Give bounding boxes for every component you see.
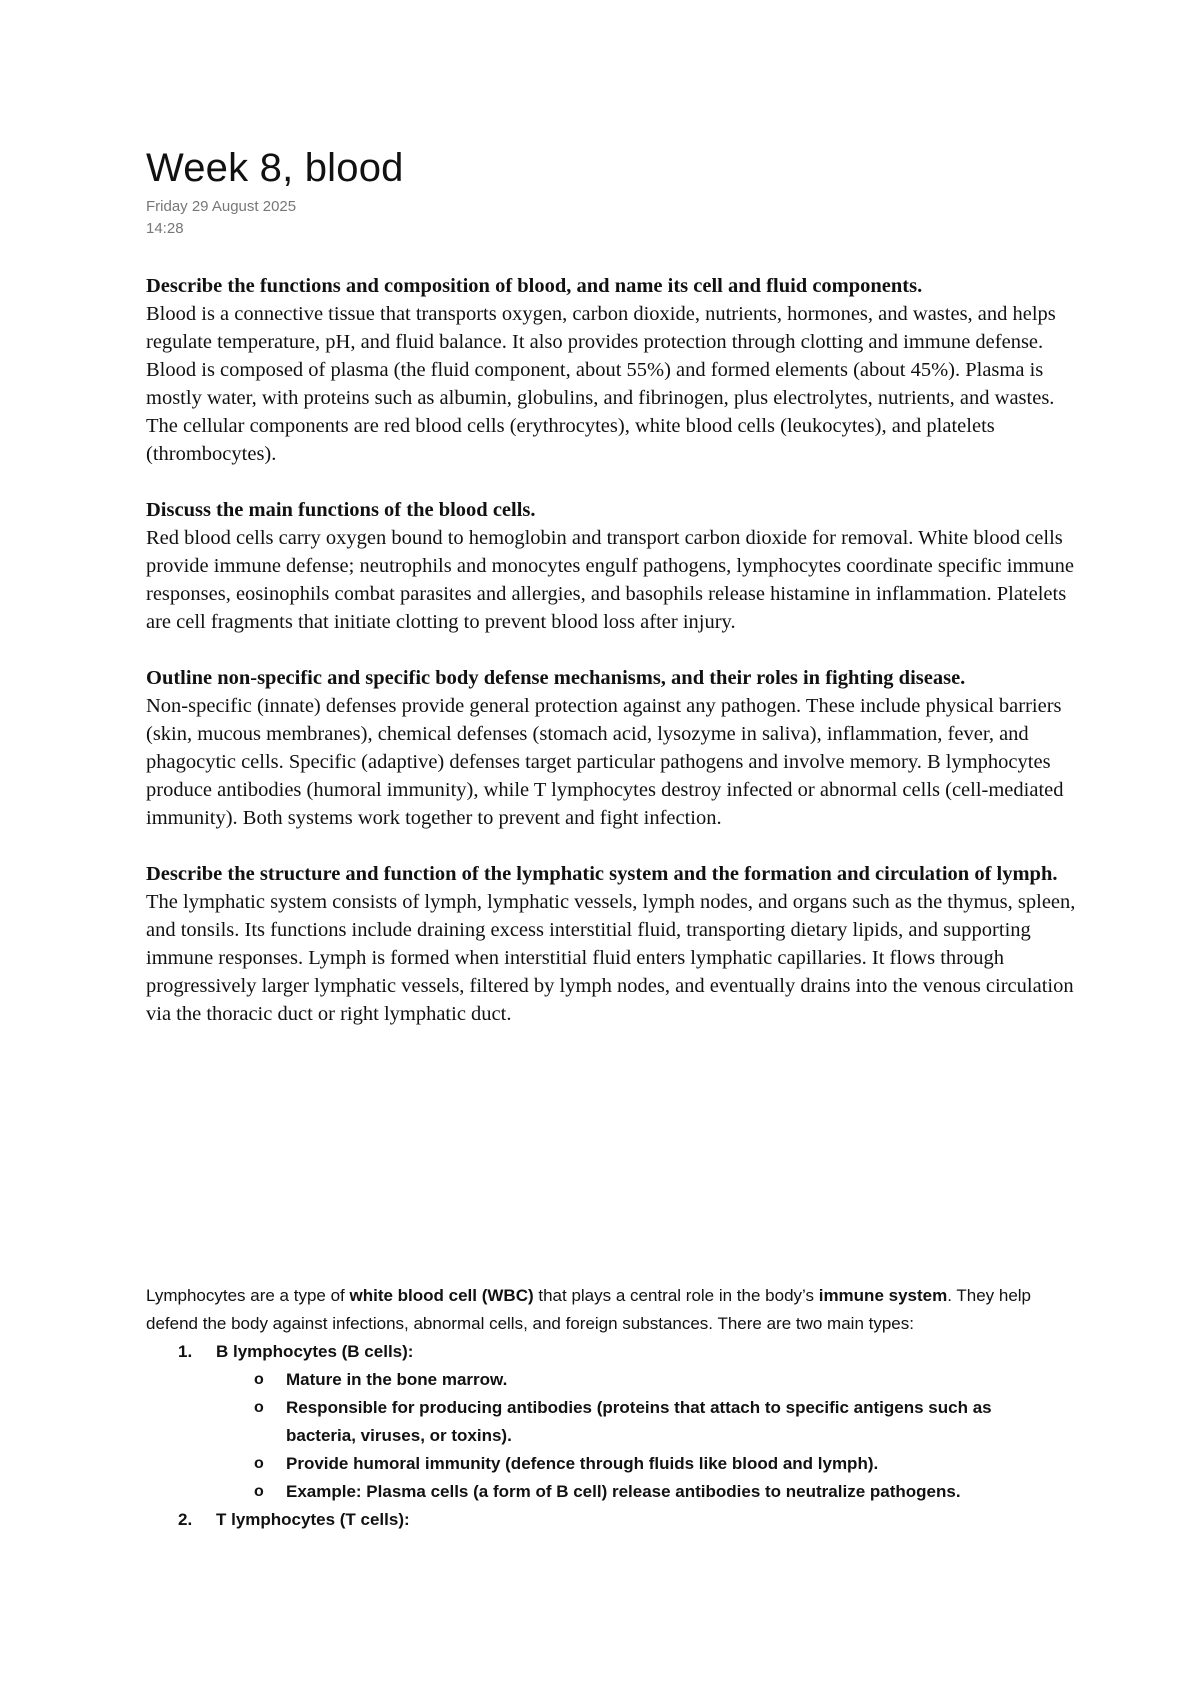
bullet-icon: o	[254, 1371, 264, 1388]
lymphocyte-notes	[146, 1282, 1066, 1534]
section-heading: Discuss the main functions of the blood cells.	[146, 499, 536, 521]
section-defense-mechanisms	[146, 664, 1076, 832]
section-body: Red blood cells carry oxygen bound to hemoglobin and transport carbon dioxide for removal. White blood cells provide immune defense; neutrophils and monocytes engulf pathogens, lymphocytes coordinate specific immune responses, eosinophils combat parasites and allergies, and basophils release histamine in inflammation. Platelets are cell fragments that initiate clotting to prevent blood loss after injury.	[146, 527, 1074, 633]
list-item-b-cells	[178, 1338, 1066, 1506]
list-item-text: Example: Plasma cells (a form of B cell) release antibodies to neutralize pathogens.	[286, 1482, 961, 1501]
bullet-icon: o	[254, 1455, 264, 1472]
list-item	[254, 1478, 1066, 1506]
page-content	[146, 272, 1076, 1056]
list-number: 2.	[178, 1510, 193, 1529]
intro-text: Lymphocytes are a type of	[146, 1286, 350, 1305]
section-heading: Outline non-specific and specific body defense mechanisms, and their roles in fighting disease.	[146, 667, 966, 689]
section-lymphatic-system	[146, 860, 1076, 1028]
intro-text: that plays a central role in the body’s	[533, 1286, 819, 1305]
list-item-label: B lymphocytes (B cells):	[216, 1342, 414, 1361]
section-heading: Describe the structure and function of the lymphatic system and the formation and circulation of lymph.	[146, 863, 1058, 885]
page-timestamp	[146, 196, 296, 240]
bullet-icon: o	[254, 1483, 264, 1500]
list-item-label: T lymphocytes (T cells):	[216, 1510, 410, 1529]
section-body: Non-specific (innate) defenses provide general protection against any pathogen. These include physical barriers (skin, mucous membranes), chemical defenses (stomach acid, lysozyme in saliva), inflammation, fever, and phagocytic cells. Specific (adaptive) defenses target particular pathogens and involve memory. B lymphocytes produce antibodies (humoral immunity), while T lymphocytes destroy infected or abnormal cells (cell-mediated immunity). Both systems work together to prevent and fight infection.	[146, 695, 1064, 829]
list-number: 1.	[178, 1342, 193, 1361]
b-cell-points	[216, 1366, 1066, 1506]
list-item-text: Provide humoral immunity (defence through fluids like blood and lymph).	[286, 1454, 879, 1473]
intro-text: . They help defend the body against infections, abnormal cells, and foreign substances. There are two main types:	[146, 1286, 1032, 1333]
notes-intro	[146, 1282, 1066, 1338]
intro-bold-text: immune system	[818, 1286, 948, 1305]
list-item-t-cells	[178, 1506, 1066, 1534]
section-heading: Describe the functions and composition of blood, and name its cell and fluid components.	[146, 275, 923, 297]
intro-bold-text: white blood cell (WBC)	[349, 1286, 534, 1305]
section-blood-cells	[146, 496, 1076, 636]
list-item-text: Responsible for producing antibodies (proteins that attach to specific antigens such as bacteria, viruses, or toxins).	[286, 1398, 992, 1445]
list-item	[254, 1394, 1066, 1450]
page-title: Week 8, blood	[146, 146, 404, 190]
bullet-icon: o	[254, 1399, 264, 1416]
section-blood-composition	[146, 272, 1076, 468]
list-item	[254, 1366, 1066, 1394]
page-time: 14:28	[146, 220, 184, 237]
section-body: The lymphatic system consists of lymph, lymphatic vessels, lymph nodes, and organs such as the thymus, spleen, and tonsils. Its functions include draining excess interstitial fluid, transporting dietary lipids, and supporting immune responses. Lymph is formed when interstitial fluid enters lymphatic capillaries. It flows through progressively larger lymphatic vessels, filtered by lymph nodes, and eventually drains into the venous circulation via the thoracic duct or right lymphatic duct.	[146, 891, 1076, 1025]
section-body: Blood is a connective tissue that transports oxygen, carbon dioxide, nutrients, hormones, and wastes, and helps regulate temperature, pH, and fluid balance. It also provides protection through clotting and immune defense. Blood is composed of plasma (the fluid component, about 55%) and formed elements (about 45%). Plasma is mostly water, with proteins such as albumin, globulins, and fibrinogen, plus electrolytes, nutrients, and wastes. The cellular components are red blood cells (erythrocytes), white blood cells (leukocytes), and platelets (thrombocytes).	[146, 303, 1056, 465]
lymphocyte-types-list	[146, 1338, 1066, 1534]
page-date: Friday 29 August 2025	[146, 198, 297, 215]
list-item-text: Mature in the bone marrow.	[286, 1370, 508, 1389]
list-item	[254, 1450, 1066, 1478]
